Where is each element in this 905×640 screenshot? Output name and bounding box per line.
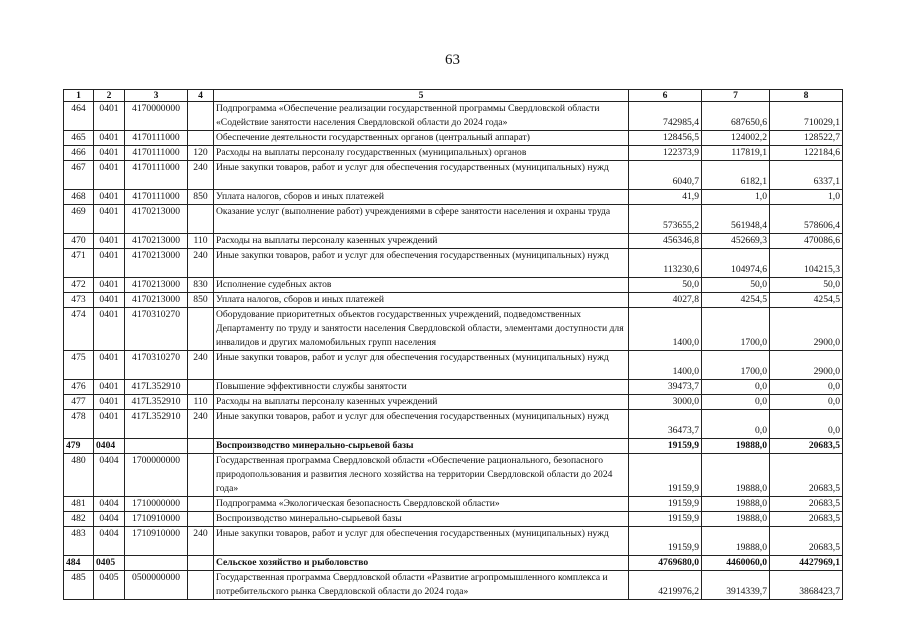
section-code-cell: 0404	[94, 512, 125, 527]
target-code-cell: 1710000000	[125, 497, 188, 512]
item-name-cell: Повышение эффективности службы занятости	[214, 380, 629, 395]
row-number-cell: 483	[64, 527, 94, 556]
amount-year-1-cell: 4219976,2	[629, 571, 702, 600]
section-code-cell: 0401	[94, 161, 125, 190]
amount-year-3-cell: 20683,5	[770, 454, 843, 497]
amount-year-1-cell: 6040,7	[629, 161, 702, 190]
amount-year-2-cell: 19888,0	[702, 497, 770, 512]
target-code-cell: 4170000000	[125, 102, 188, 131]
expense-type-cell: 850	[188, 293, 214, 308]
table-row	[64, 234, 843, 249]
item-name-cell: Оборудование приоритетных объектов государственных учреждений, подведомственных Департаменту по труду и занятости населения Свердловской области, элементами доступности для инвалидов и других маломобильных групп населения	[214, 308, 629, 351]
item-name-cell: Государственная программа Свердловской области «Развитие агропромышленного комплекса и потребительского рынка Свердловской области до 2024 года»	[214, 571, 629, 600]
target-code-cell: 1710910000	[125, 527, 188, 556]
row-number-cell: 471	[64, 249, 94, 278]
section-code-cell: 0401	[94, 278, 125, 293]
amount-year-3-cell: 578606,4	[770, 205, 843, 234]
table-row	[64, 131, 843, 146]
amount-year-3-cell: 20683,5	[770, 512, 843, 527]
target-code-cell: 4170213000	[125, 249, 188, 278]
section-code-cell: 0405	[94, 556, 125, 571]
section-code-cell: 0401	[94, 380, 125, 395]
section-code-cell: 0401	[94, 308, 125, 351]
amount-year-3-cell: 128522,7	[770, 131, 843, 146]
table-row	[64, 439, 843, 454]
expense-type-cell	[188, 454, 214, 497]
table-row	[64, 527, 843, 556]
expense-type-cell	[188, 556, 214, 571]
target-code-cell: 4170111000	[125, 161, 188, 190]
expense-type-cell	[188, 131, 214, 146]
page-number: 63	[445, 52, 460, 68]
column-header: 1	[64, 90, 94, 102]
table-row	[64, 146, 843, 161]
amount-year-3-cell: 4254,5	[770, 293, 843, 308]
amount-year-3-cell: 0,0	[770, 410, 843, 439]
amount-year-2-cell: 0,0	[702, 395, 770, 410]
table-row	[64, 293, 843, 308]
amount-year-1-cell: 573655,2	[629, 205, 702, 234]
amount-year-1-cell: 19159,9	[629, 454, 702, 497]
amount-year-2-cell: 50,0	[702, 278, 770, 293]
amount-year-2-cell: 687650,6	[702, 102, 770, 131]
row-number-cell: 477	[64, 395, 94, 410]
item-name-cell: Иные закупки товаров, работ и услуг для обеспечения государственных (муниципальных) нужд	[214, 351, 629, 380]
amount-year-2-cell: 124002,2	[702, 131, 770, 146]
target-code-cell: 4170213000	[125, 293, 188, 308]
amount-year-1-cell: 122373,9	[629, 146, 702, 161]
item-name-cell: Подпрограмма «Обеспечение реализации государственной программы Свердловской области «Содействие занятости населения Свердловской области до 2024 года»	[214, 102, 629, 131]
row-number-cell: 464	[64, 102, 94, 131]
row-number-cell: 473	[64, 293, 94, 308]
table-row	[64, 497, 843, 512]
item-name-cell: Воспроизводство минерально-сырьевой базы	[214, 512, 629, 527]
target-code-cell	[125, 556, 188, 571]
table-row	[64, 380, 843, 395]
amount-year-2-cell: 6182,1	[702, 161, 770, 190]
expense-type-cell: 240	[188, 161, 214, 190]
amount-year-3-cell: 50,0	[770, 278, 843, 293]
amount-year-1-cell: 19159,9	[629, 527, 702, 556]
section-code-cell: 0401	[94, 410, 125, 439]
row-number-cell: 470	[64, 234, 94, 249]
section-code-cell: 0401	[94, 146, 125, 161]
amount-year-3-cell: 20683,5	[770, 439, 843, 454]
amount-year-1-cell: 19159,9	[629, 512, 702, 527]
row-number-cell: 482	[64, 512, 94, 527]
item-name-cell: Уплата налогов, сборов и иных платежей	[214, 293, 629, 308]
amount-year-1-cell: 742985,4	[629, 102, 702, 131]
table-row	[64, 102, 843, 131]
expense-type-cell: 110	[188, 234, 214, 249]
item-name-cell: Расходы на выплаты персоналу казенных учреждений	[214, 395, 629, 410]
section-code-cell: 0404	[94, 527, 125, 556]
item-name-cell: Сельское хозяйство и рыболовство	[214, 556, 629, 571]
table-row	[64, 190, 843, 205]
target-code-cell	[125, 439, 188, 454]
expense-type-cell	[188, 308, 214, 351]
row-number-cell: 485	[64, 571, 94, 600]
amount-year-3-cell: 0,0	[770, 380, 843, 395]
amount-year-2-cell: 104974,6	[702, 249, 770, 278]
expense-type-cell	[188, 571, 214, 600]
expense-type-cell	[188, 439, 214, 454]
section-code-cell: 0401	[94, 249, 125, 278]
table-row	[64, 278, 843, 293]
row-number-cell: 466	[64, 146, 94, 161]
table-row	[64, 249, 843, 278]
table-row	[64, 308, 843, 351]
section-code-cell: 0404	[94, 454, 125, 497]
row-number-cell: 467	[64, 161, 94, 190]
row-number-cell: 479	[64, 439, 94, 454]
item-name-cell: Иные закупки товаров, работ и услуг для обеспечения государственных (муниципальных) нужд	[214, 410, 629, 439]
target-code-cell: 417L352910	[125, 410, 188, 439]
amount-year-1-cell: 4027,8	[629, 293, 702, 308]
row-number-cell: 478	[64, 410, 94, 439]
amount-year-1-cell: 456346,8	[629, 234, 702, 249]
row-number-cell: 465	[64, 131, 94, 146]
amount-year-3-cell: 470086,6	[770, 234, 843, 249]
target-code-cell: 4170111000	[125, 190, 188, 205]
target-code-cell: 4170213000	[125, 205, 188, 234]
item-name-cell: Расходы на выплаты персоналу казенных учреждений	[214, 234, 629, 249]
amount-year-1-cell: 128456,5	[629, 131, 702, 146]
target-code-cell: 4170310270	[125, 351, 188, 380]
target-code-cell: 417L352910	[125, 395, 188, 410]
row-number-cell: 469	[64, 205, 94, 234]
column-header: 2	[94, 90, 125, 102]
amount-year-3-cell: 0,0	[770, 395, 843, 410]
section-code-cell: 0401	[94, 102, 125, 131]
target-code-cell: 4170213000	[125, 234, 188, 249]
expense-type-cell: 120	[188, 146, 214, 161]
item-name-cell: Иные закупки товаров, работ и услуг для обеспечения государственных (муниципальных) нужд	[214, 249, 629, 278]
amount-year-1-cell: 113230,6	[629, 249, 702, 278]
item-name-cell: Исполнение судебных актов	[214, 278, 629, 293]
column-header: 8	[770, 90, 843, 102]
expense-type-cell	[188, 512, 214, 527]
amount-year-3-cell: 20683,5	[770, 527, 843, 556]
expense-type-cell: 110	[188, 395, 214, 410]
section-code-cell: 0401	[94, 131, 125, 146]
amount-year-3-cell: 710029,1	[770, 102, 843, 131]
section-code-cell: 0404	[94, 439, 125, 454]
section-code-cell: 0401	[94, 234, 125, 249]
expense-type-cell: 240	[188, 527, 214, 556]
row-number-cell: 475	[64, 351, 94, 380]
amount-year-2-cell: 19888,0	[702, 512, 770, 527]
table-row	[64, 351, 843, 380]
amount-year-2-cell: 4254,5	[702, 293, 770, 308]
table-row	[64, 410, 843, 439]
column-header: 4	[188, 90, 214, 102]
amount-year-1-cell: 36473,7	[629, 410, 702, 439]
amount-year-2-cell: 1700,0	[702, 308, 770, 351]
section-code-cell: 0405	[94, 571, 125, 600]
amount-year-2-cell: 1700,0	[702, 351, 770, 380]
row-number-cell: 480	[64, 454, 94, 497]
table-header	[64, 90, 843, 102]
amount-year-3-cell: 2900,0	[770, 351, 843, 380]
amount-year-3-cell: 122184,6	[770, 146, 843, 161]
item-name-cell: Расходы на выплаты персоналу государственных (муниципальных) органов	[214, 146, 629, 161]
expense-type-cell	[188, 102, 214, 131]
expense-type-cell	[188, 380, 214, 395]
table-row	[64, 512, 843, 527]
amount-year-2-cell: 0,0	[702, 410, 770, 439]
amount-year-3-cell: 1,0	[770, 190, 843, 205]
column-header: 7	[702, 90, 770, 102]
amount-year-2-cell: 0,0	[702, 380, 770, 395]
table-row	[64, 161, 843, 190]
target-code-cell: 417L352910	[125, 380, 188, 395]
budget-table	[63, 89, 843, 600]
target-code-cell: 4170213000	[125, 278, 188, 293]
table-row	[64, 205, 843, 234]
column-header: 6	[629, 90, 702, 102]
target-code-cell: 1700000000	[125, 454, 188, 497]
amount-year-2-cell: 4460060,0	[702, 556, 770, 571]
item-name-cell: Государственная программа Свердловской области «Обеспечение рационального, безопасного природопользования и развития лесного хозяйства на территории Свердловской области до 2024 года»	[214, 454, 629, 497]
amount-year-1-cell: 19159,9	[629, 439, 702, 454]
item-name-cell: Иные закупки товаров, работ и услуг для обеспечения государственных (муниципальных) нужд	[214, 527, 629, 556]
row-number-cell: 484	[64, 556, 94, 571]
amount-year-2-cell: 19888,0	[702, 527, 770, 556]
table-body	[64, 102, 843, 600]
amount-year-1-cell: 39473,7	[629, 380, 702, 395]
row-number-cell: 474	[64, 308, 94, 351]
section-code-cell: 0401	[94, 351, 125, 380]
amount-year-1-cell: 4769680,0	[629, 556, 702, 571]
table-row	[64, 454, 843, 497]
item-name-cell: Иные закупки товаров, работ и услуг для обеспечения государственных (муниципальных) нужд	[214, 161, 629, 190]
table-row	[64, 571, 843, 600]
expense-type-cell: 850	[188, 190, 214, 205]
item-name-cell: Обеспечение деятельности государственных органов (центральный аппарат)	[214, 131, 629, 146]
table-row	[64, 395, 843, 410]
section-code-cell: 0401	[94, 205, 125, 234]
target-code-cell: 1710910000	[125, 512, 188, 527]
section-code-cell: 0401	[94, 293, 125, 308]
amount-year-2-cell: 452669,3	[702, 234, 770, 249]
amount-year-2-cell: 19888,0	[702, 439, 770, 454]
amount-year-1-cell: 50,0	[629, 278, 702, 293]
amount-year-3-cell: 3868423,7	[770, 571, 843, 600]
amount-year-1-cell: 1400,0	[629, 308, 702, 351]
expense-type-cell	[188, 497, 214, 512]
section-code-cell: 0401	[94, 395, 125, 410]
target-code-cell: 4170111000	[125, 131, 188, 146]
expense-type-cell	[188, 205, 214, 234]
amount-year-2-cell: 19888,0	[702, 454, 770, 497]
item-name-cell: Воспроизводство минерально-сырьевой базы	[214, 439, 629, 454]
item-name-cell: Уплата налогов, сборов и иных платежей	[214, 190, 629, 205]
amount-year-1-cell: 3000,0	[629, 395, 702, 410]
section-code-cell: 0401	[94, 190, 125, 205]
amount-year-2-cell: 561948,4	[702, 205, 770, 234]
amount-year-3-cell: 104215,3	[770, 249, 843, 278]
item-name-cell: Подпрограмма «Экологическая безопасность Свердловской области»	[214, 497, 629, 512]
column-header: 5	[214, 90, 629, 102]
amount-year-3-cell: 6337,1	[770, 161, 843, 190]
row-number-cell: 476	[64, 380, 94, 395]
item-name-cell: Оказание услуг (выполнение работ) учреждениями в сфере занятости населения и охраны труда	[214, 205, 629, 234]
target-code-cell: 0500000000	[125, 571, 188, 600]
row-number-cell: 468	[64, 190, 94, 205]
expense-type-cell: 830	[188, 278, 214, 293]
amount-year-2-cell: 3914339,7	[702, 571, 770, 600]
target-code-cell: 4170310270	[125, 308, 188, 351]
section-code-cell: 0404	[94, 497, 125, 512]
target-code-cell: 4170111000	[125, 146, 188, 161]
amount-year-3-cell: 4427969,1	[770, 556, 843, 571]
amount-year-3-cell: 20683,5	[770, 497, 843, 512]
amount-year-1-cell: 41,9	[629, 190, 702, 205]
expense-type-cell: 240	[188, 410, 214, 439]
table-row	[64, 556, 843, 571]
row-number-cell: 481	[64, 497, 94, 512]
expense-type-cell: 240	[188, 351, 214, 380]
column-header: 3	[125, 90, 188, 102]
amount-year-2-cell: 117819,1	[702, 146, 770, 161]
amount-year-1-cell: 19159,9	[629, 497, 702, 512]
expense-type-cell: 240	[188, 249, 214, 278]
amount-year-3-cell: 2900,0	[770, 308, 843, 351]
row-number-cell: 472	[64, 278, 94, 293]
amount-year-1-cell: 1400,0	[629, 351, 702, 380]
amount-year-2-cell: 1,0	[702, 190, 770, 205]
